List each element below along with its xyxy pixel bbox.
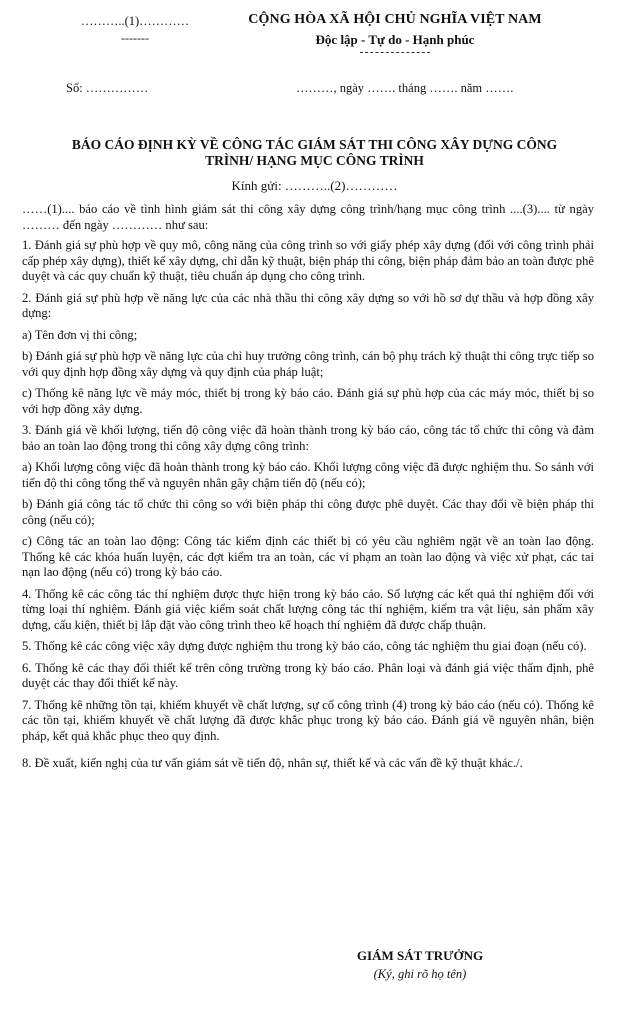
motto-underline	[360, 52, 430, 53]
section-7: 7. Thống kê những tồn tại, khiếm khuyết về chất lượng, sự cố công trình (4) trong kỳ báo cáo (nếu có). Thống kê các tồn tại, khiếm khuyết về chất lượng đã được khắc phục trong kỳ báo cáo. Đánh giá về nguyên nhân, biện pháp, kết quả khắc phục theo quy định.	[22, 697, 594, 743]
section-4: 4. Thống kê các công tác thí nghiệm được thực hiện trong kỳ báo cáo. Số lượng các kết quả thí nghiệm đối với từng loại thí nghiệm. Đánh giá việc kiểm soát chất lượng công tác thí nghiệm, kiểm tra vật liệu, sản phẩm xây dựng, cấu kiện, thiết bị lắp đặt vào công trình theo kế hoạch thí nghiệm đã được chấp thuận.	[22, 586, 594, 632]
national-header	[215, 12, 575, 53]
section-2c: c) Thống kê năng lực về máy móc, thiết bị trong kỳ báo cáo. Đánh giá sự phù hợp của các máy móc, thiết bị so với hợp đồng xây dựng.	[22, 386, 594, 416]
section-2b: b) Đánh giá sự phù hợp về năng lực của chỉ huy trưởng công trình, cán bộ phụ trách kỹ thuật thi công trực tiếp so với quy định hợp đồng xây dựng và quy định của pháp luật;	[22, 349, 594, 379]
section-2a: a) Tên đơn vị thi công;	[22, 327, 138, 342]
section-5: 5. Thống kê các công việc xây dựng được nghiệm thu trong kỳ báo cáo, công tác nghiệm thu giai đoạn (nếu có).	[22, 639, 587, 653]
report-title-line-2: TRÌNH/ HẠNG MỤC CÔNG TRÌNH	[205, 153, 424, 168]
signature-block	[345, 948, 495, 982]
report-title-line-1: BÁO CÁO ĐỊNH KỲ VỀ CÔNG TÁC GIÁM SÁT THI CÔNG XÂY DỰNG CÔNG	[71, 137, 558, 152]
issuing-org-underline: -------	[121, 31, 149, 45]
section-6: 6. Thống kê các thay đổi thiết kế trên công trường trong kỳ báo cáo. Phân loại và đánh giá việc thẩm định, phê duyệt các thay đổi thiết kế này.	[22, 660, 594, 690]
section-1: 1. Đánh giá sự phù hợp về quy mô, công năng của công trình so với giấy phép xây dựng (đối với công trình phải cấp phép xây dựng), thiết kế xây dựng, chỉ dẫn kỹ thuật, biện pháp thi công, biện pháp đảm bảo an toàn được phê duyệt và các quy chuẩn kỹ thuật, tiêu chuẩn áp dụng cho công trình.	[22, 238, 594, 283]
nation-name: CỘNG HÒA XÃ HỘI CHỦ NGHĨA VIỆT NAM	[248, 12, 542, 27]
signature-note: (Ký, ghi rõ họ tên)	[373, 967, 467, 981]
section-3b: b) Đánh giá công tác tổ chức thi công so với biện pháp thi công được phê duyệt. Các thay đổi về biện pháp thi công (nếu có);	[22, 497, 594, 527]
section-8: 8. Đề xuất, kiến nghị của tư vấn giám sát về tiến độ, nhân sự, thiết kế và các vấn đề kỹ thuật khác./.	[22, 756, 523, 770]
document-number: Số: ……………	[66, 81, 149, 95]
intro-paragraph: ……(1).... báo cáo về tình hình giám sát thi công xây dựng công trình/hạng mục công trình ....(3).... từ ngày ……… đến ngày ………… như sau:	[22, 202, 594, 232]
section-3c: c) Công tác an toàn lao động: Công tác kiểm định các thiết bị có yêu cầu nghiêm ngặt về an toàn lao động. Thống kê các khóa huấn luyện, các đợt kiểm tra an toàn, các vi phạm an toàn lao động và việc xử phạt, các tai nạn lao động (nếu có) trong kỳ báo cáo.	[22, 534, 594, 579]
signature-title: GIÁM SÁT TRƯỞNG	[356, 948, 484, 963]
document-date: ………, ngày ……. tháng ……. năm …….	[296, 81, 514, 95]
section-3a: a) Khối lượng công việc đã hoàn thành trong kỳ báo cáo. Khối lượng công việc đã được nghiệm thu. So sánh với tiến độ thi công tổng thể và nguyên nhân gây chậm tiến độ (nếu có);	[22, 460, 594, 490]
section-3: 3. Đánh giá về khối lượng, tiến độ công việc đã hoàn thành trong kỳ báo cáo, công tác tổ chức thi công và đảm bảo an toàn lao động trong thi công xây dựng công trình:	[22, 423, 594, 453]
issuing-org-block	[60, 14, 210, 46]
report-title	[30, 137, 599, 169]
recipient-line: Kính gửi: ………..(2)…………	[231, 178, 398, 193]
report-body	[22, 202, 594, 778]
issuing-org-placeholder: ………..(1)…………	[80, 14, 190, 28]
section-2: 2. Đánh giá sự phù hợp về năng lực của các nhà thầu thi công xây dựng so với hồ sơ dự thầu và hợp đồng xây dựng:	[22, 290, 594, 320]
national-motto: Độc lập - Tự do - Hạnh phúc	[315, 32, 475, 47]
